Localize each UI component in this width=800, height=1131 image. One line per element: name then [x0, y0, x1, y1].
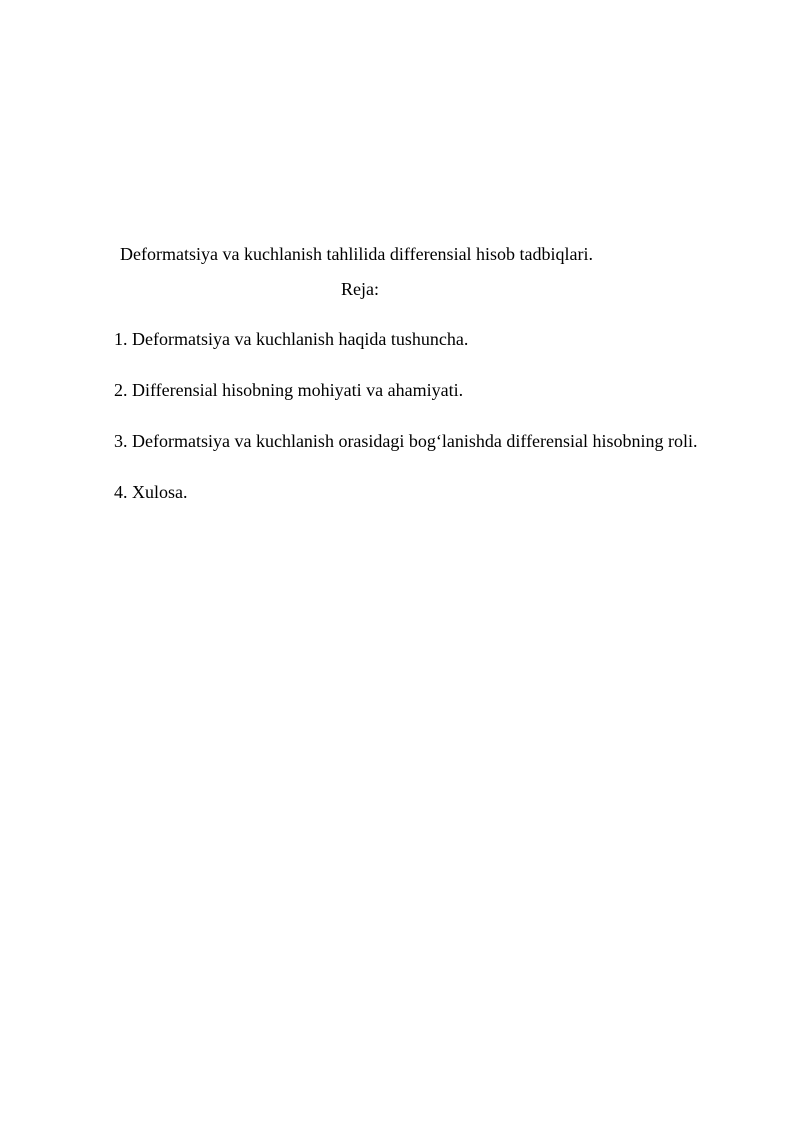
plan-item-4: 4. Xulosa. [114, 482, 188, 502]
plan-heading: Reja: [341, 279, 379, 299]
document-title: Deformatsiya va kuchlanish tahlilida differensial hisob tadbiqlari. [120, 244, 594, 264]
plan-item-1: 1. Deformatsiya va kuchlanish haqida tushuncha. [114, 329, 469, 349]
plan-item-2: 2. Differensial hisobning mohiyati va ahamiyati. [114, 380, 464, 400]
plan-list [114, 328, 698, 532]
plan-item-3: 3. Deformatsiya va kuchlanish orasidagi bog‘lanishda differensial hisobning roli. [114, 431, 698, 451]
